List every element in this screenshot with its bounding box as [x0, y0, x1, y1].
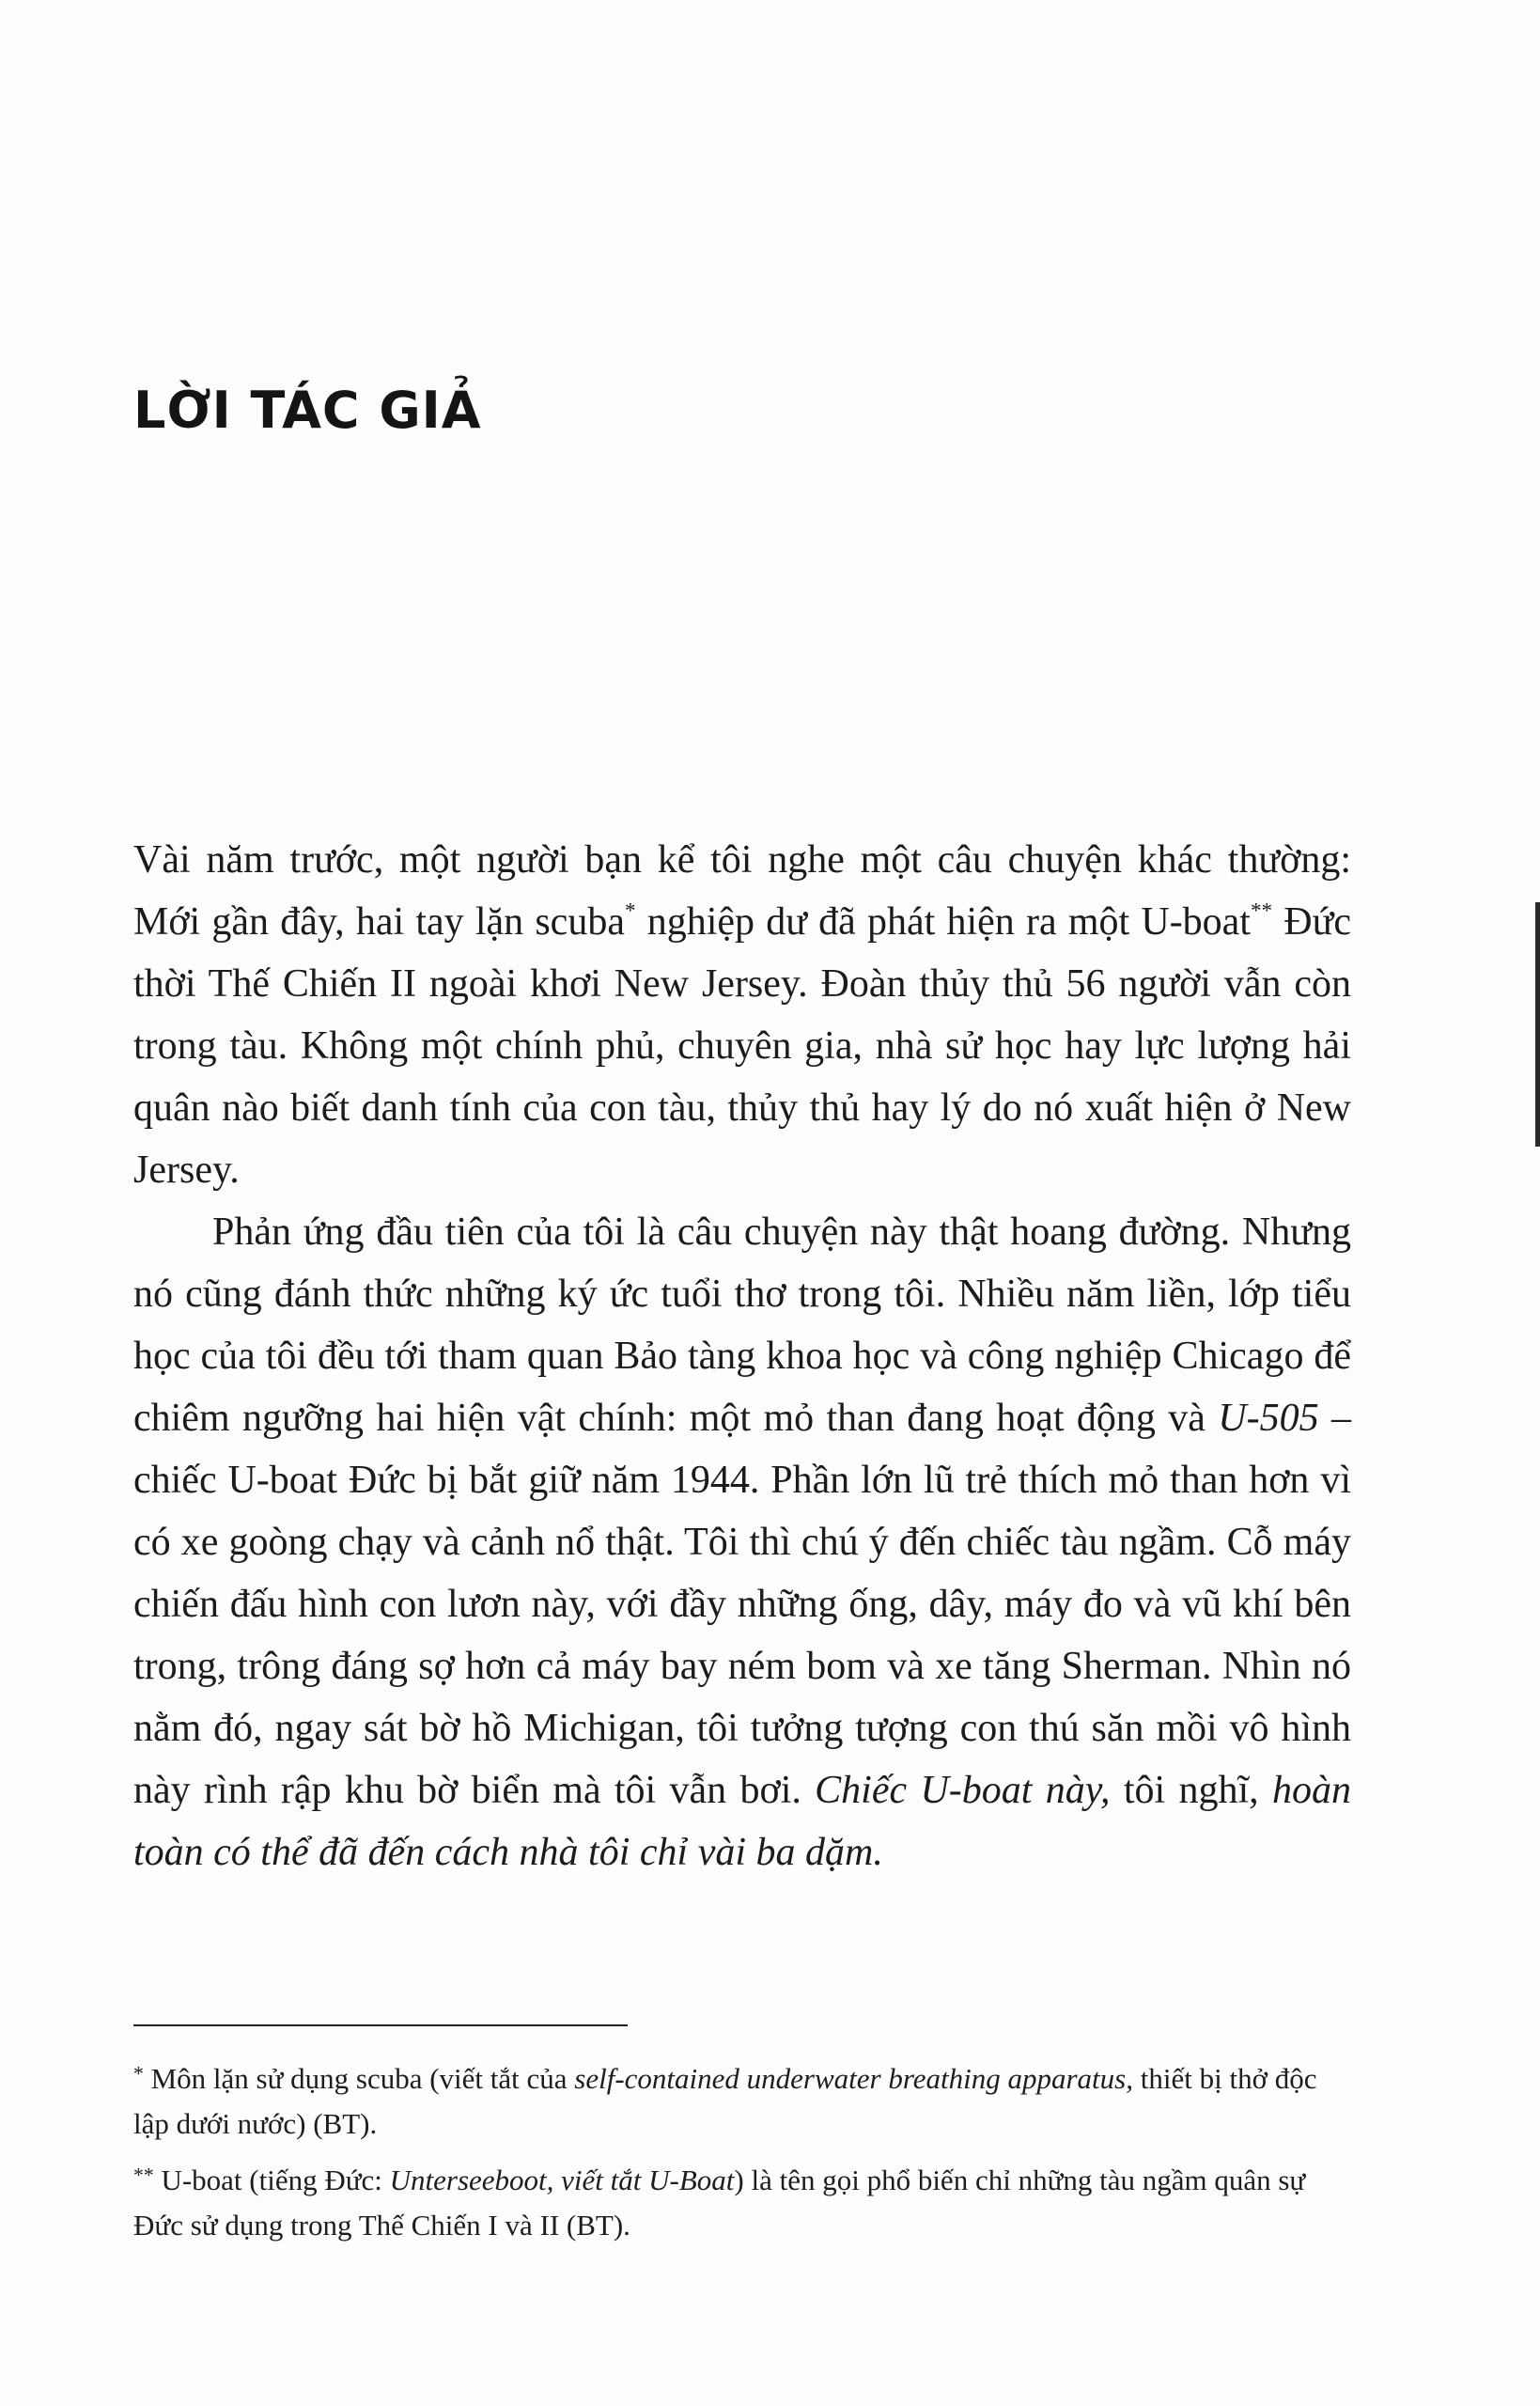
footnote-ref-2: ** — [1250, 898, 1273, 923]
paragraph-2-text-a: Phản ứng đầu tiên của tôi là câu chuyện này thật hoang đường. Nhưng nó cũng đánh thức những ký ức tuổi thơ trong tôi. Nhiều năm liền, lớp tiểu học của tôi đều tới tham quan Bảo tàng khoa học và công nghiệp Chicago để chiêm ngưỡng hai hiện vật chính: một mỏ than đang hoạt động và — [133, 1211, 1351, 1440]
footnote-1-text-b: thiết bị thở độc lập dưới nước) (BT). — [133, 2062, 1317, 2140]
paragraph-1-text-b: nghiệp dư đã phát hiện ra một U-boat — [635, 900, 1251, 944]
paragraph-1 — [133, 829, 1351, 1201]
chapter-title: LỜI TÁC GIẢ — [133, 381, 482, 440]
footnote-1-text-a: Môn lặn sử dụng scuba (viết tắt của — [150, 2062, 575, 2095]
footnote-2-text-b: ) là tên gọi phổ biến chỉ những tàu ngầm quân sự Đức sử dụng trong Thế Chiến I và II (BT). — [133, 2164, 1306, 2242]
footnote-2-italic: Unterseeboot, viết tắt U-Boat — [389, 2164, 735, 2196]
footnotes — [133, 2056, 1351, 2259]
footnote-1-italic: self-contained underwater breathing apparatus, — [574, 2062, 1133, 2095]
footnote-ref-1: * — [624, 898, 636, 923]
paragraph-2-text-c: tôi nghĩ, — [1110, 1769, 1272, 1812]
footnote-divider — [133, 2024, 628, 2026]
paragraph-2-text-b: – chiếc U-boat Đức bị bắt giữ năm 1944. Phần lớn lũ trẻ thích mỏ than hơn vì có xe goòng chạy và cảnh nổ thật. Tôi thì chú ý đến chiếc tàu ngầm. Cỗ máy chiến đấu hình con lươn này, với đầy những ống, dây, máy đo và vũ khí bên trong, trông đáng sợ hơn cả máy bay ném bom và xe tăng Sherman. Nhìn nó nằm đó, ngay sát bờ hồ Michigan, tôi tưởng tượng con thú săn mồi vô hình này rình rập khu bờ biển mà tôi vẫn bơi. — [133, 1397, 1351, 1812]
footnote-1 — [133, 2056, 1351, 2147]
paragraph-2 — [133, 1201, 1351, 1883]
paragraph-2-italic-b: Chiếc U-boat này, — [815, 1769, 1111, 1812]
paragraph-2-italic-c: hoàn toàn có thể đã đến cách nhà tôi chỉ vài ba dặm. — [133, 1769, 1351, 1874]
footnote-2 — [133, 2158, 1351, 2248]
body-text — [133, 829, 1351, 1883]
paragraph-1-text-a: Vài năm trước, một người bạn kể tôi nghe một câu chuyện khác thường: Mới gần đây, hai tay lặn scuba — [133, 838, 1351, 944]
paragraph-1-text-c: Đức thời Thế Chiến II ngoài khơi New Jersey. Đoàn thủy thủ 56 người vẫn còn trong tàu. Không một chính phủ, chuyên gia, nhà sử học hay lực lượng hải quân nào biết danh tính của con tàu, thủy thủ hay lý do nó xuất hiện ở New Jersey. — [133, 900, 1352, 1192]
footnote-1-mark: * — [133, 2062, 144, 2086]
footnote-2-text-a: U-boat (tiếng Đức: — [161, 2164, 390, 2196]
paragraph-2-italic-a: U-505 — [1218, 1397, 1319, 1440]
page-edge-shadow — [1535, 902, 1540, 1147]
footnote-2-mark: ** — [133, 2164, 154, 2187]
